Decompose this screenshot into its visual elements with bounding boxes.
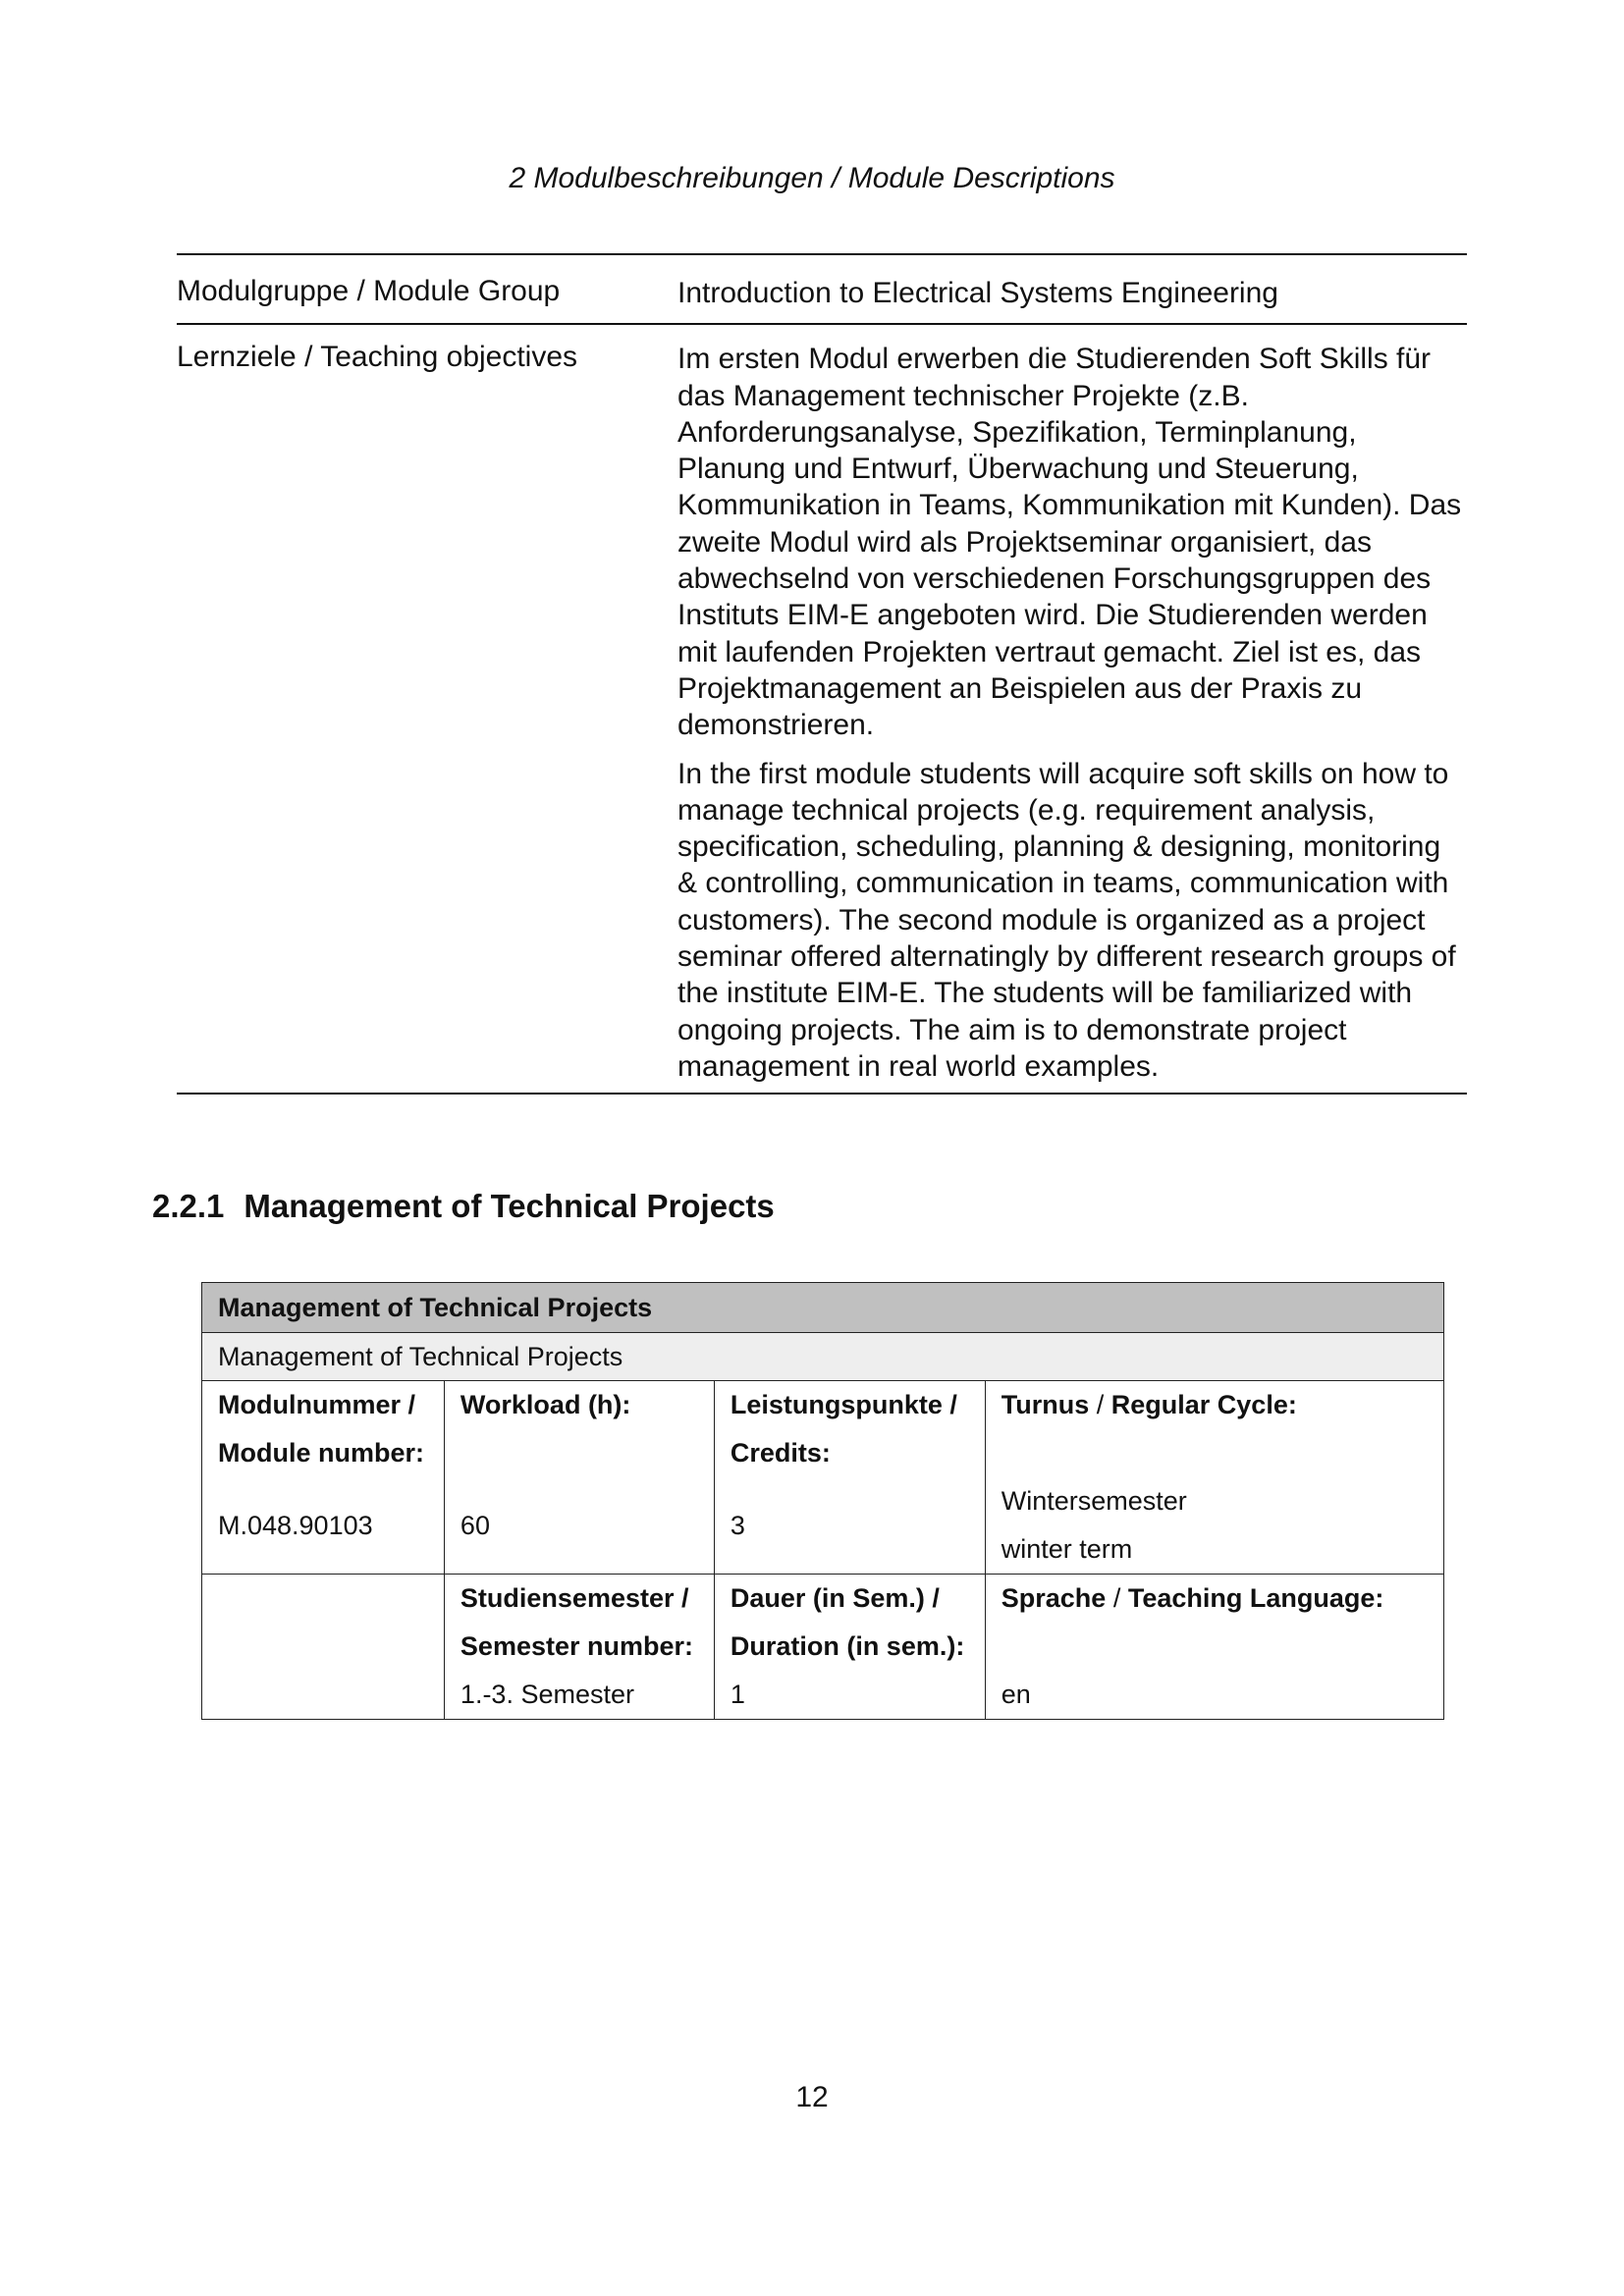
language-label-separator: / xyxy=(1106,1583,1128,1613)
module-number-value: M.048.90103 xyxy=(218,1511,373,1540)
module-subtitle-row xyxy=(202,1333,1444,1381)
module-group-label: Modulgruppe / Module Group xyxy=(177,275,561,307)
section-title: Management of Technical Projects xyxy=(244,1188,775,1224)
module-number-label-de: Modulnummer / xyxy=(218,1390,415,1419)
module-subtitle: Management of Technical Projects xyxy=(202,1333,1444,1381)
language-label-de: Sprache xyxy=(1001,1583,1107,1613)
cycle-label-en: Regular Cycle: xyxy=(1110,1390,1297,1419)
module-title: Management of Technical Projects xyxy=(202,1283,1444,1333)
cycle-value-en: winter term xyxy=(1001,1534,1133,1564)
teaching-objectives-german: Im ersten Modul erwerben die Studierenden Soft Skills für das Management technischer Projekte (z.B. Anforderungsanalyse, Spezifikation, Terminplanung, Planung und Entwurf, Überwachung und Steuerung, Kommunikation in Teams, Kommunikation mit Kunden). Das zweite Modul wird als Projektseminar organisiert, das abwechselnd von verschiedenen Forschungsgruppen des Instituts EIM-E angeboten wird. Die Studierenden werden mit laufenden Projekten vertraut gemacht. Ziel ist es, das Projektmanagement an Beispielen aus der Praxis zu demonstrieren. xyxy=(677,343,1462,742)
cycle-value-de: Wintersemester xyxy=(1001,1486,1187,1516)
credits-label-de: Leistungspunkte / xyxy=(730,1390,957,1419)
module-group-table xyxy=(177,253,1467,1095)
section-heading xyxy=(152,1188,775,1225)
cycle-label-de: Turnus xyxy=(1001,1390,1090,1419)
teaching-objectives-label: Lernziele / Teaching objectives xyxy=(177,341,578,374)
workload-cell xyxy=(444,1381,714,1575)
page-number: 12 xyxy=(795,2081,829,2113)
semester-value: 1.-3. Semester xyxy=(460,1680,634,1709)
empty-cell xyxy=(202,1575,445,1720)
module-number-cell xyxy=(202,1381,445,1575)
credits-value: 3 xyxy=(730,1511,745,1540)
teaching-objectives-english: In the first module students will acquire soft skills on how to manage technical projects (e.g. requirement analysis, specification, scheduling, planning & designing, monitoring & controlling, communication in teams, communication with customers). The second module is organized as a project seminar offered alternatingly by different research groups of the institute EIM-E. The students will be familiarized with ongoing projects. The aim is to demonstrate project management in real world examples. xyxy=(677,757,1456,1083)
credits-label-en: Credits: xyxy=(730,1438,831,1468)
language-label xyxy=(1001,1575,1428,1623)
module-title-row xyxy=(202,1283,1444,1333)
duration-label-en: Duration (in sem.): xyxy=(730,1631,965,1661)
module-details-row-1 xyxy=(202,1381,1444,1575)
duration-label-de: Dauer (in Sem.) / xyxy=(730,1583,940,1613)
language-value: en xyxy=(1001,1680,1031,1709)
language-label-en: Teaching Language: xyxy=(1127,1583,1384,1613)
module-number-label-en: Module number: xyxy=(218,1438,424,1468)
semester-label-en: Semester number: xyxy=(460,1631,694,1661)
language-cell xyxy=(985,1575,1443,1720)
duration-cell xyxy=(714,1575,985,1720)
teaching-objectives-text xyxy=(677,341,1467,1085)
section-number: 2.2.1 xyxy=(152,1188,225,1224)
cycle-label-separator: / xyxy=(1089,1390,1111,1419)
semester-cell xyxy=(444,1575,714,1720)
module-group-row xyxy=(177,255,1467,325)
cycle-cell xyxy=(985,1381,1443,1575)
semester-label-de: Studiensemester / xyxy=(460,1583,689,1613)
module-info-table xyxy=(201,1282,1444,1720)
workload-value: 60 xyxy=(460,1511,490,1540)
module-details-row-2 xyxy=(202,1575,1444,1720)
teaching-objectives-row xyxy=(177,325,1467,1093)
cycle-label xyxy=(1001,1381,1428,1429)
workload-label: Workload (h): xyxy=(460,1390,631,1419)
running-head: 2 Modulbeschreibungen / Module Descriptions xyxy=(509,162,1115,194)
duration-value: 1 xyxy=(730,1680,745,1709)
module-group-value: Introduction to Electrical Systems Engineering xyxy=(677,277,1278,309)
credits-cell xyxy=(714,1381,985,1575)
